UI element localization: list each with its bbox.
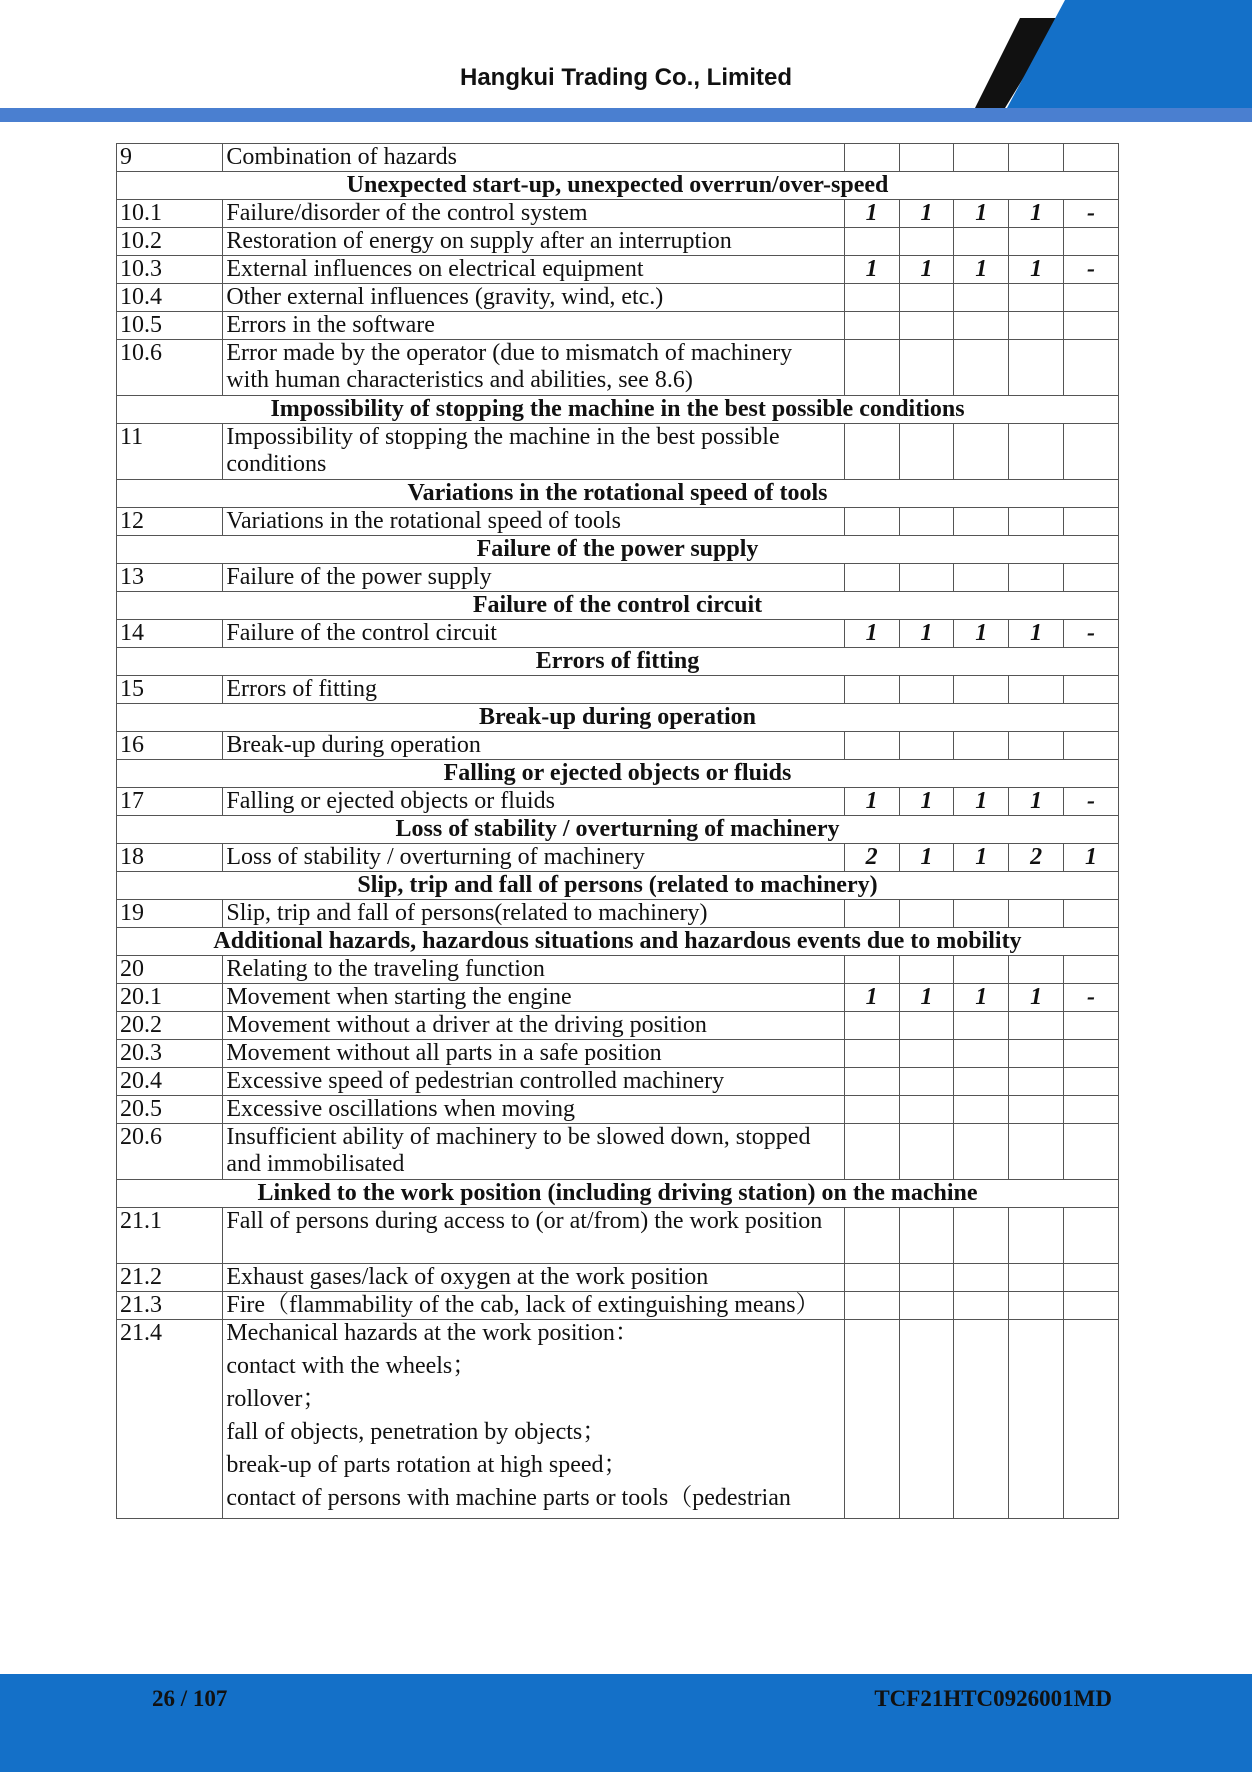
hazard-description: Excessive speed of pedestrian controlled machinery (223, 1068, 844, 1096)
rating-cell: 1 (954, 200, 1009, 228)
rating-cell: - (1064, 620, 1119, 648)
rating-cell (954, 1096, 1009, 1124)
rating-cell (1009, 956, 1064, 984)
rating-cell (954, 1320, 1009, 1519)
rating-cell: 2 (844, 844, 899, 872)
rating-cell (899, 564, 954, 592)
rating-cell: 1 (1064, 844, 1119, 872)
table-row (117, 144, 1119, 172)
rating-cell (954, 228, 1009, 256)
hazard-description: Error made by the operator (due to mismatch of machinery with human characteristics and abilities, see 8.6) (223, 340, 844, 396)
hazard-number: 14 (117, 620, 223, 648)
rating-cell: 1 (844, 256, 899, 284)
hazard-description: Failure of the control circuit (223, 620, 844, 648)
rating-cell: 1 (954, 984, 1009, 1012)
rating-cell: 1 (844, 200, 899, 228)
hazard-number: 10.2 (117, 228, 223, 256)
rating-cell (1064, 1208, 1119, 1264)
rating-cell (954, 1208, 1009, 1264)
table-row (117, 844, 1119, 872)
rating-cell (1064, 1068, 1119, 1096)
rating-cell (1064, 1096, 1119, 1124)
hazard-description: Combination of hazards (223, 144, 844, 172)
rating-cell (1064, 1320, 1119, 1519)
rating-cell (1064, 900, 1119, 928)
hazard-number: 21.2 (117, 1264, 223, 1292)
rating-cell (954, 676, 1009, 704)
rating-cell (844, 312, 899, 340)
rating-cell (954, 312, 1009, 340)
rating-cell (899, 340, 954, 396)
rating-cell (954, 1068, 1009, 1096)
hazard-number: 19 (117, 900, 223, 928)
hazard-number: 12 (117, 508, 223, 536)
hazard-description: Relating to the traveling function (223, 956, 844, 984)
rating-cell: 1 (1009, 620, 1064, 648)
rating-cell (844, 1040, 899, 1068)
hazard-description: Impossibility of stopping the machine in the best possible conditions (223, 424, 844, 480)
hazard-description: Movement without a driver at the driving position (223, 1012, 844, 1040)
rating-cell (1064, 564, 1119, 592)
table-row (117, 1208, 1119, 1264)
rating-cell (899, 1096, 954, 1124)
rating-cell (954, 340, 1009, 396)
table-row (117, 424, 1119, 480)
table-row (117, 1292, 1119, 1320)
rating-cell (844, 144, 899, 172)
hazard-description-line: break-up of parts rotation at high speed； (226, 1452, 628, 1478)
hazard-number: 15 (117, 676, 223, 704)
hazard-description: Insufficient ability of machinery to be slowed down, stopped and immobilisated (223, 1124, 844, 1180)
rating-cell (1009, 312, 1064, 340)
hazard-description: Movement when starting the engine (223, 984, 844, 1012)
rating-cell (1064, 1012, 1119, 1040)
hazard-description: Errors in the software (223, 312, 844, 340)
section-header-row (117, 592, 1119, 620)
section-header-row (117, 928, 1119, 956)
table-row (117, 732, 1119, 760)
rating-cell: 1 (1009, 256, 1064, 284)
hazard-number: 13 (117, 564, 223, 592)
rating-cell (899, 1264, 954, 1292)
rating-cell (899, 424, 954, 480)
table-row (117, 1320, 1119, 1519)
section-header-row (117, 872, 1119, 900)
rating-cell (954, 284, 1009, 312)
rating-cell: 1 (899, 984, 954, 1012)
hazard-description: Other external influences (gravity, wind, etc.) (223, 284, 844, 312)
hazard-description: Movement without all parts in a safe position (223, 1040, 844, 1068)
rating-cell: - (1064, 984, 1119, 1012)
hazard-number: 18 (117, 844, 223, 872)
rating-cell (1064, 424, 1119, 480)
header-decoration (0, 0, 1252, 124)
hazard-number: 20.5 (117, 1096, 223, 1124)
hazard-description: Slip, trip and fall of persons(related to machinery) (223, 900, 844, 928)
hazard-number: 10.5 (117, 312, 223, 340)
rating-cell (954, 1264, 1009, 1292)
rating-cell (1009, 508, 1064, 536)
section-title: Break-up during operation (117, 704, 1119, 732)
rating-cell (844, 1124, 899, 1180)
rating-cell (899, 676, 954, 704)
rating-cell (1064, 956, 1119, 984)
rating-cell (844, 1208, 899, 1264)
rating-cell: 1 (899, 200, 954, 228)
hazard-description: Fall of persons during access to (or at/from) the work position (223, 1208, 844, 1264)
rating-cell: - (1064, 256, 1119, 284)
hazard-description: Failure/disorder of the control system (223, 200, 844, 228)
hazard-description: Failure of the power supply (223, 564, 844, 592)
rating-cell: 1 (954, 844, 1009, 872)
rating-cell (899, 900, 954, 928)
hazard-number: 20 (117, 956, 223, 984)
section-title: Impossibility of stopping the machine in the best possible conditions (117, 396, 1119, 424)
section-title: Falling or ejected objects or fluids (117, 760, 1119, 788)
table-row (117, 984, 1119, 1012)
rating-cell (844, 900, 899, 928)
table-row (117, 564, 1119, 592)
rating-cell (844, 1068, 899, 1096)
rating-cell (899, 1208, 954, 1264)
hazard-number: 9 (117, 144, 223, 172)
rating-cell (954, 732, 1009, 760)
hazard-description: Fire（flammability of the cab, lack of extinguishing means） (223, 1292, 844, 1320)
rating-cell: 1 (1009, 788, 1064, 816)
table-row (117, 1096, 1119, 1124)
hazard-description: Loss of stability / overturning of machinery (223, 844, 844, 872)
hazard-number: 10.3 (117, 256, 223, 284)
rating-cell (1064, 676, 1119, 704)
table-row (117, 340, 1119, 396)
page-header (0, 0, 1252, 124)
rating-cell (954, 900, 1009, 928)
rating-cell (899, 1068, 954, 1096)
rating-cell (1064, 1040, 1119, 1068)
table-row (117, 508, 1119, 536)
hazard-description: External influences on electrical equipment (223, 256, 844, 284)
rating-cell (954, 1292, 1009, 1320)
rating-cell (954, 144, 1009, 172)
rating-cell (844, 1292, 899, 1320)
rating-cell: - (1064, 788, 1119, 816)
hazard-number: 21.3 (117, 1292, 223, 1320)
hazard-description-line: rollover； (226, 1386, 327, 1412)
section-title: Variations in the rotational speed of tools (117, 480, 1119, 508)
section-header-row (117, 172, 1119, 200)
rating-cell (1064, 1264, 1119, 1292)
rating-cell (1009, 1124, 1064, 1180)
rating-cell (899, 732, 954, 760)
section-header-row (117, 704, 1119, 732)
rating-cell: 1 (844, 984, 899, 1012)
rating-cell (954, 1012, 1009, 1040)
rating-cell (1064, 284, 1119, 312)
table-row (117, 312, 1119, 340)
table-row (117, 228, 1119, 256)
table-row (117, 956, 1119, 984)
section-title: Unexpected start-up, unexpected overrun/over-speed (117, 172, 1119, 200)
hazard-number: 20.2 (117, 1012, 223, 1040)
rating-cell (1009, 340, 1064, 396)
rating-cell (1009, 424, 1064, 480)
rating-cell (899, 1124, 954, 1180)
document-number: TCF21HTC0926001MD (874, 1686, 1112, 1711)
hazard-number: 10.4 (117, 284, 223, 312)
rating-cell (1009, 564, 1064, 592)
company-name: Hangkui Trading Co., Limited (459, 64, 792, 91)
hazard-number: 16 (117, 732, 223, 760)
rating-cell (1009, 1292, 1064, 1320)
section-title: Failure of the power supply (117, 536, 1119, 564)
rating-cell (844, 1264, 899, 1292)
hazard-description: Variations in the rotational speed of tools (223, 508, 844, 536)
section-header-row (117, 760, 1119, 788)
rating-cell (844, 508, 899, 536)
rating-cell (1009, 676, 1064, 704)
hazard-description: Falling or ejected objects or fluids (223, 788, 844, 816)
rating-cell (1009, 228, 1064, 256)
hazard-description-line: contact of persons with machine parts or tools（pedestrian (226, 1485, 791, 1511)
table-row (117, 284, 1119, 312)
hazard-description-line: Mechanical hazards at the work position： (226, 1320, 639, 1346)
hazard-description: Exhaust gases/lack of oxygen at the work position (223, 1264, 844, 1292)
hazard-number: 17 (117, 788, 223, 816)
section-header-row (117, 1180, 1119, 1208)
table-row (117, 676, 1119, 704)
rating-cell (899, 1320, 954, 1519)
rating-cell (1009, 1068, 1064, 1096)
rating-cell (844, 228, 899, 256)
table-row (117, 900, 1119, 928)
rating-cell (899, 1012, 954, 1040)
section-header-row (117, 480, 1119, 508)
rating-cell (1064, 508, 1119, 536)
rating-cell: 1 (844, 788, 899, 816)
rating-cell (844, 676, 899, 704)
page-number: 26 / 107 (152, 1686, 228, 1711)
hazard-number: 20.3 (117, 1040, 223, 1068)
hazard-description: Restoration of energy on supply after an interruption (223, 228, 844, 256)
table-row (117, 1264, 1119, 1292)
hazard-number: 20.4 (117, 1068, 223, 1096)
rating-cell (844, 340, 899, 396)
page-footer (0, 1674, 1252, 1772)
rating-cell (844, 284, 899, 312)
rating-cell (1064, 340, 1119, 396)
table-row (117, 788, 1119, 816)
hazard-description: Break-up during operation (223, 732, 844, 760)
rating-cell (954, 956, 1009, 984)
rating-cell (844, 564, 899, 592)
rating-cell (899, 284, 954, 312)
rating-cell (844, 424, 899, 480)
rating-cell (844, 1012, 899, 1040)
rating-cell (844, 1320, 899, 1519)
rating-cell (844, 732, 899, 760)
section-title: Slip, trip and fall of persons (related to machinery) (117, 872, 1119, 900)
section-header-row (117, 648, 1119, 676)
hazard-number: 11 (117, 424, 223, 480)
rating-cell: 1 (1009, 200, 1064, 228)
rating-cell (844, 1096, 899, 1124)
rating-cell (1009, 1264, 1064, 1292)
hazard-table-body (117, 144, 1119, 1519)
rating-cell (899, 508, 954, 536)
table-row (117, 200, 1119, 228)
hazard-number: 20.6 (117, 1124, 223, 1180)
rating-cell: 1 (899, 844, 954, 872)
rating-cell (1064, 228, 1119, 256)
rating-cell: 1 (1009, 984, 1064, 1012)
hazard-description (223, 1320, 844, 1519)
rating-cell (1064, 1124, 1119, 1180)
section-title: Additional hazards, hazardous situations and hazardous events due to mobility (117, 928, 1119, 956)
table-row (117, 1040, 1119, 1068)
rating-cell: 1 (844, 620, 899, 648)
section-title: Errors of fitting (117, 648, 1119, 676)
rating-cell (899, 1040, 954, 1068)
table-row (117, 1124, 1119, 1180)
table-row (117, 1012, 1119, 1040)
section-title: Linked to the work position (including driving station) on the machine (117, 1180, 1119, 1208)
hazard-description: Errors of fitting (223, 676, 844, 704)
rating-cell (1064, 732, 1119, 760)
rating-cell (899, 228, 954, 256)
rating-cell (1009, 900, 1064, 928)
rating-cell: 1 (899, 620, 954, 648)
hazard-description: Excessive oscillations when moving (223, 1096, 844, 1124)
hazard-number: 21.1 (117, 1208, 223, 1264)
hazard-number: 20.1 (117, 984, 223, 1012)
rating-cell (1064, 144, 1119, 172)
rating-cell (899, 1292, 954, 1320)
rating-cell (1009, 1320, 1064, 1519)
hazard-number: 10.6 (117, 340, 223, 396)
rating-cell (954, 1124, 1009, 1180)
section-title: Failure of the control circuit (117, 592, 1119, 620)
rating-cell: 1 (954, 620, 1009, 648)
hazard-table (116, 143, 1119, 1519)
rating-cell (1009, 1208, 1064, 1264)
section-header-row (117, 816, 1119, 844)
header-bar (0, 108, 1252, 122)
rating-cell (899, 956, 954, 984)
rating-cell (954, 1040, 1009, 1068)
hazard-description-line: fall of objects, penetration by objects； (226, 1419, 607, 1445)
rating-cell (1009, 1012, 1064, 1040)
rating-cell: 1 (954, 788, 1009, 816)
rating-cell (1009, 144, 1064, 172)
rating-cell: 1 (899, 788, 954, 816)
section-title: Loss of stability / overturning of machinery (117, 816, 1119, 844)
hazard-number: 10.1 (117, 200, 223, 228)
rating-cell: 1 (954, 256, 1009, 284)
hazard-number: 21.4 (117, 1320, 223, 1519)
hazard-description-line: contact with the wheels； (226, 1353, 477, 1379)
table-row (117, 1068, 1119, 1096)
rating-cell (899, 312, 954, 340)
rating-cell (954, 424, 1009, 480)
table-row (117, 256, 1119, 284)
rating-cell: - (1064, 200, 1119, 228)
rating-cell (844, 956, 899, 984)
rating-cell (899, 144, 954, 172)
rating-cell (1009, 732, 1064, 760)
rating-cell (1009, 1040, 1064, 1068)
rating-cell (1064, 1292, 1119, 1320)
rating-cell: 1 (899, 256, 954, 284)
section-header-row (117, 396, 1119, 424)
section-header-row (117, 536, 1119, 564)
rating-cell (1009, 1096, 1064, 1124)
rating-cell (1064, 312, 1119, 340)
table-row (117, 620, 1119, 648)
rating-cell (954, 564, 1009, 592)
rating-cell: 2 (1009, 844, 1064, 872)
rating-cell (954, 508, 1009, 536)
rating-cell (1009, 284, 1064, 312)
